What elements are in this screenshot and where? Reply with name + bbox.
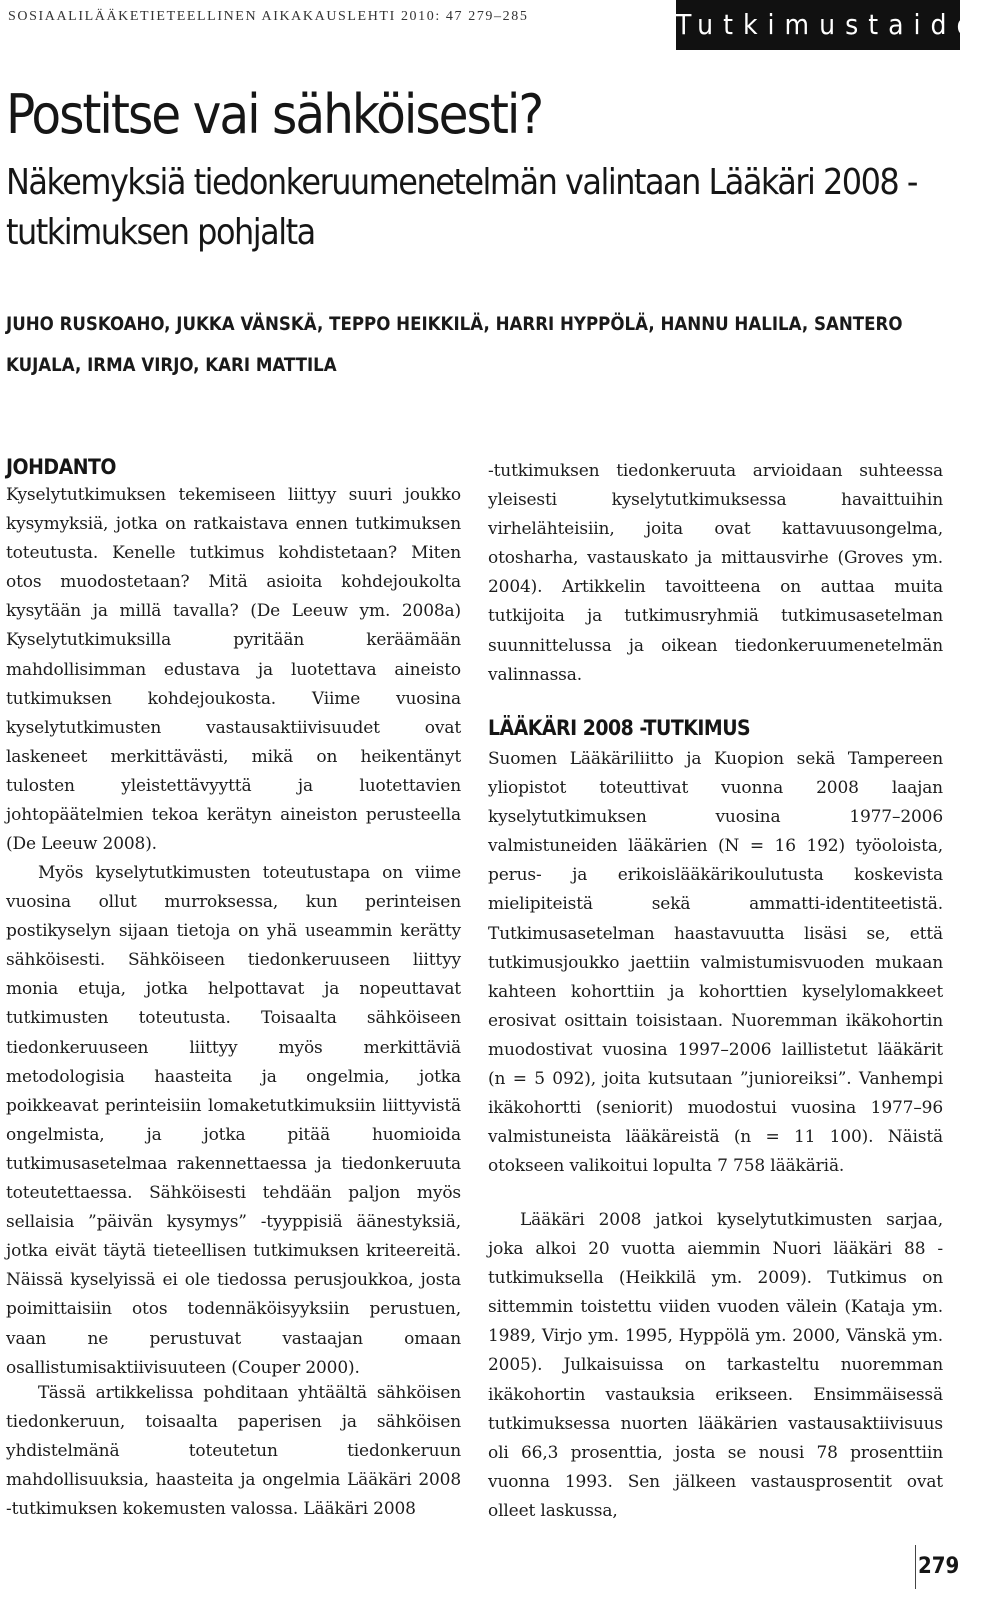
article-title: Postitse vai sähköisesti?	[6, 83, 543, 146]
article-authors: JUHO RUSKOAHO, JUKKA VÄNSKÄ, TEPPO HEIKKILÄ, HARRI HYPPÖLÄ, HANNU HALILA, SANTERO KUJALA, IRMA VIRJO, KARI MATTILA	[6, 314, 903, 376]
body-paragraph: -tutkimuksen tiedonkeruuta arvioidaan suhteessa yleisesti kyselytutkimuksessa havaittuihin virhelähteisiin, joita ovat kattavuusongelma, otosharha, vastauskato ja mittausvirhe (Groves ym. 2004). Artikkelin tavoitteena on auttaa muita tutkijoita ja tutkimusryhmiä tutkimusasetelman suunnittelussa ja oikean tiedonkeruumenetelmän valinnassa.	[488, 461, 943, 685]
journal-reference: SOSIAALILÄÄKETIETEELLINEN AIKAKAUSLEHTI 2010: 47 279–285	[8, 9, 529, 24]
body-paragraph: Suomen Lääkäriliitto ja Kuopion sekä Tampereen yliopistot toteuttivat vuonna 2008 laajan kyselytutkimuksen vuosina 1977–2006 valmistuneiden lääkärien (N = 16 192) työoloista, perus- ja erikoislääkärikoulutusta koskevista mielipiteistä sekä ammatti-identiteetistä. Tutkimusasetelman haastavuutta lisäsi se, että tutkimusjoukko jaettiin valmistumisvuoden mukaan kahteen kohorttiin ja kohorttien kyselylomakkeet erosivat osittain toisistaan. Nuoremman ikäkohortin muodostivat vuosina 1997–2006 laillistetut lääkärit (n = 5 092), joita kutsutaan ”junioreiksi”. Vanhempi ikäkohortti (seniorit) muodostui vuosina 1977–96 valmistuneista lääkäreistä (n = 11 100). Näistä otokseen valikoitui lopulta 7 758 lääkäriä.	[488, 749, 943, 1177]
section-tag: Tutkimustaidot	[676, 0, 960, 50]
body-paragraph: Myös kyselytutkimusten toteutustapa on viime vuosina ollut murroksessa, kun perinteisen postikyselyn sijaan tietoja on yhä useammin kerätty sähköisesti. Sähköiseen tiedonkeruuseen liittyy monia etuja, jotka helpottavat ja nopeuttavat tutkimusten toteutusta. Toisaalta sähköiseen tiedonkeruuseen liittyy myös merkittäviä metodologisia haasteita ja ongelmia, jotka poikkeavat perinteisiin lomaketutkimuksiin liittyvistä ongelmista, ja jotka pitää huomioida tutkimusasetelmaa rakennettaessa ja tiedonkeruuta toteutettaessa. Sähköisesti tehdään paljon myös sellaisia ”päivän kysymys” -tyyppisiä äänestyksiä, jotka eivät täytä tieteellisen tutkimuksen kriteereitä. Näissä kyselyissä ei ole tiedossa perusjoukkoa, josta poimittaisiin otos todennäköisyyksiin perustuen, vaan ne perustuvat vastaajan omaan osallistumisaktiivisuuteen (Couper 2000).	[6, 863, 461, 1378]
body-paragraph: Tässä artikkelissa pohditaan yhtäältä sähköisen tiedonkeruun, toisaalta paperisen ja sähköisen yhdistelmänä toteutetun tiedonkeruun mahdollisuuksia, haasteita ja ongelmia Lääkäri 2008 -tutkimuksen kokemusten valossa. Lääkäri 2008	[6, 1383, 461, 1520]
section-heading-study: LÄÄKÄRI 2008 -TUTKIMUS	[488, 716, 751, 740]
section-heading-introduction: JOHDANTO	[6, 455, 116, 479]
body-paragraph: Lääkäri 2008 jatkoi kyselytutkimusten sarjaa, joka alkoi 20 vuotta aiemmin Nuori lääkäri 88 -tutkimuksella (Heikkilä ym. 2009). Tutkimus on sittemmin toistettu viiden vuoden välein (Kataja ym. 1989, Virjo ym. 1995, Hyppölä ym. 2000, Vänskä ym. 2005). Julkaisuissa on tarkasteltu nuoremman ikäkohortin vastauksia erikseen. Ensimmäisessä tutkimuksessa nuorten lääkärien vastausaktiivisuus oli 66,3 prosenttia, josta se nousi 78 prosenttiin vuonna 1993. Sen jälkeen vastausprosentit ovat olleet laskussa,	[488, 1210, 943, 1521]
article-subtitle: Näkemyksiä tiedonkeruumenetelmän valintaan Lääkäri 2008 -tutkimuksen pohjalta	[6, 162, 917, 253]
body-paragraph: Kyselytutkimuksen tekemiseen liittyy suuri joukko kysymyksiä, jotka on ratkaistava ennen tutkimuksen toteutusta. Kenelle tutkimus kohdistetaan? Miten otos muodostetaan? Mitä asioita kohdejoukolta kysytään ja millä tavalla? (De Leeuw ym. 2008a) Kyselytutkimuksilla pyritään keräämään mahdollisimman edustava ja luotettava aineisto tutkimuksen kohdejoukosta. Viime vuosina kyselytutkimusten vastausaktiivisuudet ovat laskeneet merkittävästi, mikä on heikentänyt tulosten yleistettävyyttä ja luotettavien johtopäätelmien tekoa kerätyn aineiston perusteella (De Leeuw 2008).	[6, 485, 461, 855]
page-number: 279	[915, 1545, 949, 1589]
